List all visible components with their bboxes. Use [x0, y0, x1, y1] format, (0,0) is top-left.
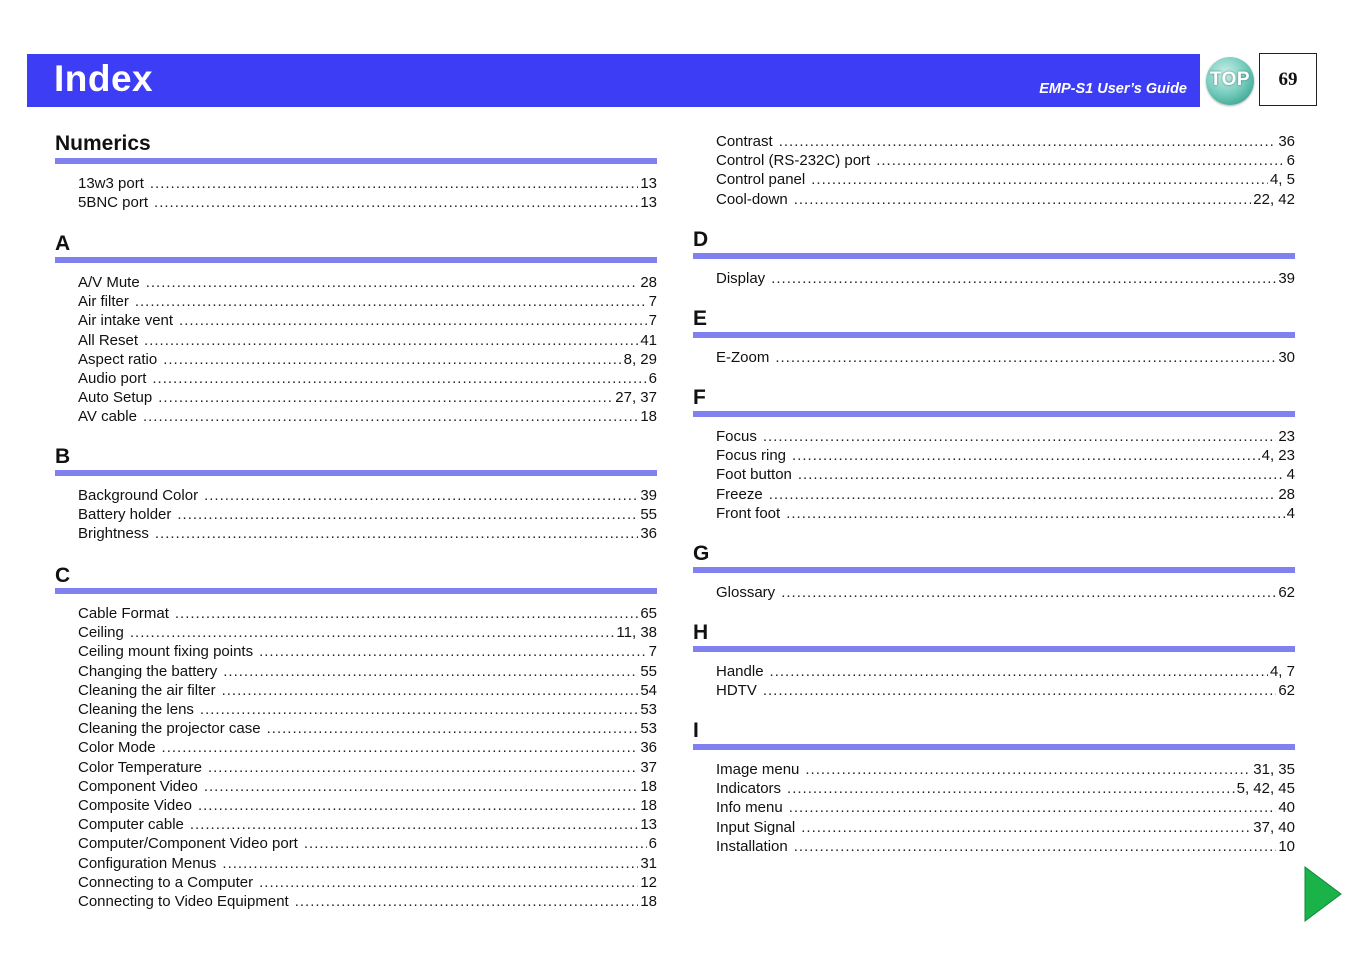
leader-dots [190, 815, 638, 834]
leader-dots [786, 504, 1284, 523]
leader-dots [770, 662, 1268, 681]
entry-term: Brightness [78, 525, 149, 543]
entry-term: Handle [716, 663, 764, 680]
entry-term: Configuration Menus [78, 854, 217, 872]
entry-page-numbers: 28 [1278, 485, 1295, 503]
entry-page-numbers: 55 [640, 662, 657, 680]
entry-term: 13w3 port [78, 175, 144, 192]
leader-dots [775, 348, 1276, 367]
index-entry[interactable] [716, 760, 1295, 779]
entry-page-numbers: 37, 40 [1253, 818, 1295, 836]
index-entry[interactable] [716, 798, 1295, 817]
section-heading: D [693, 228, 709, 251]
leader-dots [155, 524, 638, 543]
section-rule [55, 257, 657, 263]
leader-dots [198, 796, 638, 815]
section-rule [693, 253, 1295, 259]
entry-term: Glossary [716, 584, 776, 601]
leader-dots [792, 446, 1260, 465]
page-title: Index [54, 58, 154, 99]
leader-dots [763, 681, 1276, 700]
entry-page-numbers: 6 [648, 835, 657, 853]
top-button-label: TOP [1209, 69, 1251, 90]
index-entry[interactable] [78, 796, 657, 815]
index-entry[interactable] [78, 174, 657, 193]
entry-page-numbers: 54 [640, 681, 657, 699]
leader-dots [259, 873, 638, 892]
entry-term: Display [716, 270, 766, 287]
index-entry[interactable] [716, 837, 1295, 856]
index-entry[interactable] [78, 834, 657, 853]
entry-page-numbers: 18 [640, 777, 657, 795]
section-rule [693, 744, 1295, 750]
index-entry[interactable] [78, 758, 657, 777]
entry-term: Auto Setup [78, 389, 153, 407]
leader-dots [763, 427, 1276, 446]
leader-dots [259, 642, 647, 661]
entry-term: AV cable [78, 408, 137, 426]
entry-term: Foot button [716, 466, 792, 484]
section-heading: Numerics [55, 132, 151, 155]
entry-term: Background Color [78, 487, 199, 504]
entry-page-numbers: 28 [640, 274, 657, 291]
index-entry[interactable] [78, 311, 657, 330]
entry-term: A/V Mute [78, 274, 140, 291]
entry-page-numbers: 8, 29 [623, 350, 657, 368]
entry-page-numbers: 37 [640, 758, 657, 776]
entry-term: HDTV [716, 682, 757, 700]
entry-page-numbers: 4 [1286, 504, 1295, 522]
index-entry[interactable] [716, 151, 1295, 170]
entry-term: Control panel [716, 171, 806, 189]
index-entry[interactable] [716, 269, 1295, 288]
index-entry[interactable] [78, 505, 657, 524]
index-entry[interactable] [78, 892, 657, 911]
leader-dots [150, 174, 638, 193]
entry-page-numbers: 39 [1278, 270, 1295, 287]
index-entry[interactable] [716, 465, 1295, 484]
index-entry[interactable] [78, 738, 657, 757]
index-entry[interactable] [716, 348, 1295, 367]
index-entry[interactable] [716, 427, 1295, 446]
entry-page-numbers: 11, 38 [616, 624, 657, 642]
entry-page-numbers: 7 [648, 293, 657, 311]
entry-page-numbers: 4, 7 [1269, 663, 1295, 680]
section-rule [693, 332, 1295, 338]
index-entry[interactable] [78, 193, 657, 212]
leader-dots [769, 485, 1277, 504]
top-button[interactable] [1206, 57, 1254, 105]
entry-page-numbers: 53 [640, 701, 657, 718]
next-page-arrow-icon[interactable] [1304, 866, 1342, 922]
entry-page-numbers: 27, 37 [615, 389, 657, 407]
index-entry[interactable] [78, 486, 657, 505]
section-heading: A [55, 232, 71, 255]
index-entry[interactable] [78, 873, 657, 892]
entry-page-numbers: 55 [640, 506, 657, 524]
entry-term: Ceiling [78, 624, 124, 642]
index-entry[interactable] [78, 642, 657, 661]
section-rule [55, 588, 657, 594]
section-heading: G [693, 542, 710, 565]
entry-page-numbers: 18 [640, 408, 657, 426]
leader-dots [130, 623, 615, 642]
leader-dots [175, 604, 638, 623]
entry-term: Connecting to a Computer [78, 873, 254, 891]
leader-dots [798, 465, 1285, 484]
entry-term: Input Signal [716, 818, 796, 836]
index-entry[interactable] [78, 604, 657, 623]
leader-dots [805, 760, 1251, 779]
entry-page-numbers: 18 [640, 797, 657, 814]
index-entry[interactable] [78, 407, 657, 426]
entry-page-numbers: 31 [640, 854, 657, 872]
entry-term: Color Mode [78, 739, 156, 757]
index-entry[interactable] [78, 369, 657, 388]
section-heading: B [55, 445, 71, 468]
index-entry[interactable] [78, 292, 657, 311]
entry-page-numbers: 4, 23 [1261, 447, 1295, 465]
index-entry[interactable] [78, 273, 657, 292]
section-heading: I [693, 719, 699, 742]
entry-term: Front foot [716, 504, 781, 522]
index-entry[interactable] [716, 504, 1295, 523]
index-entry[interactable] [716, 446, 1295, 465]
entry-term: Cleaning the air filter [78, 681, 216, 699]
index-entry[interactable] [78, 524, 657, 543]
index-entry[interactable] [78, 777, 657, 796]
leader-dots [801, 818, 1251, 837]
leader-dots [144, 331, 638, 350]
index-entry[interactable] [716, 132, 1295, 151]
leader-dots [779, 132, 1277, 151]
entry-page-numbers: 23 [1278, 428, 1295, 445]
index-entry[interactable] [716, 485, 1295, 504]
leader-dots [152, 369, 646, 388]
entry-page-numbers: 13 [640, 175, 657, 192]
index-entry[interactable] [78, 815, 657, 834]
leader-dots [787, 779, 1235, 798]
entry-term: Changing the battery [78, 662, 218, 680]
entry-term: Cleaning the lens [78, 701, 194, 718]
section-heading: E [693, 307, 708, 330]
leader-dots [143, 407, 638, 426]
entry-page-numbers: 30 [1278, 349, 1295, 366]
leader-dots [781, 583, 1276, 602]
entry-term: Installation [716, 837, 788, 855]
entry-page-numbers: 4, 5 [1269, 171, 1295, 189]
leader-dots [177, 505, 638, 524]
entry-term: Aspect ratio [78, 350, 158, 368]
entry-term: Audio port [78, 370, 147, 387]
entry-page-numbers: 6 [648, 370, 657, 387]
leader-dots [154, 193, 638, 212]
entry-page-numbers: 65 [640, 605, 657, 622]
index-entry[interactable] [78, 623, 657, 642]
entry-term: Freeze [716, 485, 763, 503]
entry-term: Cool-down [716, 190, 788, 208]
leader-dots [146, 273, 639, 292]
leader-dots [163, 350, 621, 369]
entry-page-numbers: 41 [640, 331, 657, 349]
leader-dots [267, 719, 639, 738]
index-entry[interactable] [78, 350, 657, 369]
entry-term: Air filter [78, 293, 129, 311]
section-rule [693, 567, 1295, 573]
leader-dots [200, 700, 638, 719]
leader-dots [204, 486, 638, 505]
entry-term: Connecting to Video Equipment [78, 893, 289, 910]
leader-dots [811, 170, 1268, 189]
index-entry[interactable] [716, 583, 1295, 602]
section-heading: H [693, 621, 709, 644]
leader-dots [204, 777, 639, 796]
entry-term: Battery holder [78, 506, 172, 524]
leader-dots [158, 388, 613, 407]
entry-term: Ceiling mount fixing points [78, 643, 254, 661]
entry-page-numbers: 36 [640, 739, 657, 757]
index-entry[interactable] [716, 170, 1295, 189]
entry-term: E-Zoom [716, 349, 770, 366]
entry-page-numbers: 12 [640, 873, 657, 891]
index-entry[interactable] [716, 681, 1295, 700]
index-entry[interactable] [716, 818, 1295, 837]
entry-term: All Reset [78, 331, 139, 349]
entry-page-numbers: 13 [640, 816, 657, 834]
entry-term: Contrast [716, 133, 773, 150]
entry-term: Info menu [716, 799, 783, 817]
leader-dots [295, 892, 639, 911]
page-number: 69 [1259, 53, 1317, 106]
entry-term: Focus [716, 428, 757, 445]
entry-page-numbers: 31, 35 [1253, 761, 1295, 778]
entry-page-numbers: 39 [640, 487, 657, 504]
leader-dots [876, 151, 1284, 170]
entry-page-numbers: 22, 42 [1253, 190, 1295, 208]
leader-dots [222, 681, 639, 700]
leader-dots [771, 269, 1276, 288]
entry-page-numbers: 13 [640, 194, 657, 212]
entry-term: Cleaning the projector case [78, 720, 261, 738]
index-entry[interactable] [78, 662, 657, 681]
index-entry[interactable] [716, 662, 1295, 681]
leader-dots [222, 854, 638, 873]
entry-term: Color Temperature [78, 758, 202, 776]
entry-page-numbers: 36 [1278, 133, 1295, 150]
index-entry[interactable] [716, 190, 1295, 209]
entry-page-numbers: 7 [648, 312, 657, 330]
section-rule [693, 646, 1295, 652]
entry-term: Component Video [78, 777, 198, 795]
section-rule [693, 411, 1295, 417]
index-entry[interactable] [78, 331, 657, 350]
leader-dots [789, 798, 1277, 817]
entry-page-numbers: 53 [640, 720, 657, 738]
entry-page-numbers: 62 [1278, 584, 1295, 601]
entry-page-numbers: 40 [1278, 799, 1295, 817]
section-rule [55, 470, 657, 476]
index-entry[interactable] [78, 719, 657, 738]
section-rule [55, 158, 657, 164]
header-bar [27, 54, 1200, 107]
leader-dots [179, 311, 647, 330]
entry-page-numbers: 62 [1278, 682, 1295, 700]
guide-title: EMP-S1 User’s Guide [1039, 81, 1187, 97]
entry-term: Cable Format [78, 605, 169, 622]
entry-page-numbers: 4 [1286, 466, 1295, 484]
entry-page-numbers: 7 [648, 643, 657, 661]
entry-term: Control (RS-232C) port [716, 152, 871, 170]
index-entry[interactable] [716, 779, 1295, 798]
entry-page-numbers: 10 [1278, 837, 1295, 855]
leader-dots [304, 834, 647, 853]
entry-page-numbers: 6 [1286, 152, 1295, 170]
entry-term: Composite Video [78, 797, 192, 814]
index-entry[interactable] [78, 700, 657, 719]
leader-dots [162, 738, 639, 757]
section-heading: F [693, 386, 706, 409]
entry-page-numbers: 18 [640, 893, 657, 910]
entry-term: Air intake vent [78, 312, 174, 330]
entry-term: 5BNC port [78, 194, 149, 212]
leader-dots [794, 837, 1277, 856]
entry-page-numbers: 36 [640, 525, 657, 543]
entry-term: Indicators [716, 780, 782, 798]
entry-term: Focus ring [716, 447, 787, 465]
index-entry[interactable] [78, 681, 657, 700]
leader-dots [135, 292, 647, 311]
leader-dots [223, 662, 638, 681]
index-entry[interactable] [78, 854, 657, 873]
leader-dots [794, 190, 1252, 209]
index-entry[interactable] [78, 388, 657, 407]
entry-term: Image menu [716, 761, 800, 778]
leader-dots [208, 758, 638, 777]
entry-term: Computer/Component Video port [78, 835, 298, 853]
entry-page-numbers: 5, 42, 45 [1236, 780, 1295, 798]
section-heading: C [55, 564, 71, 587]
entry-term: Computer cable [78, 816, 184, 834]
